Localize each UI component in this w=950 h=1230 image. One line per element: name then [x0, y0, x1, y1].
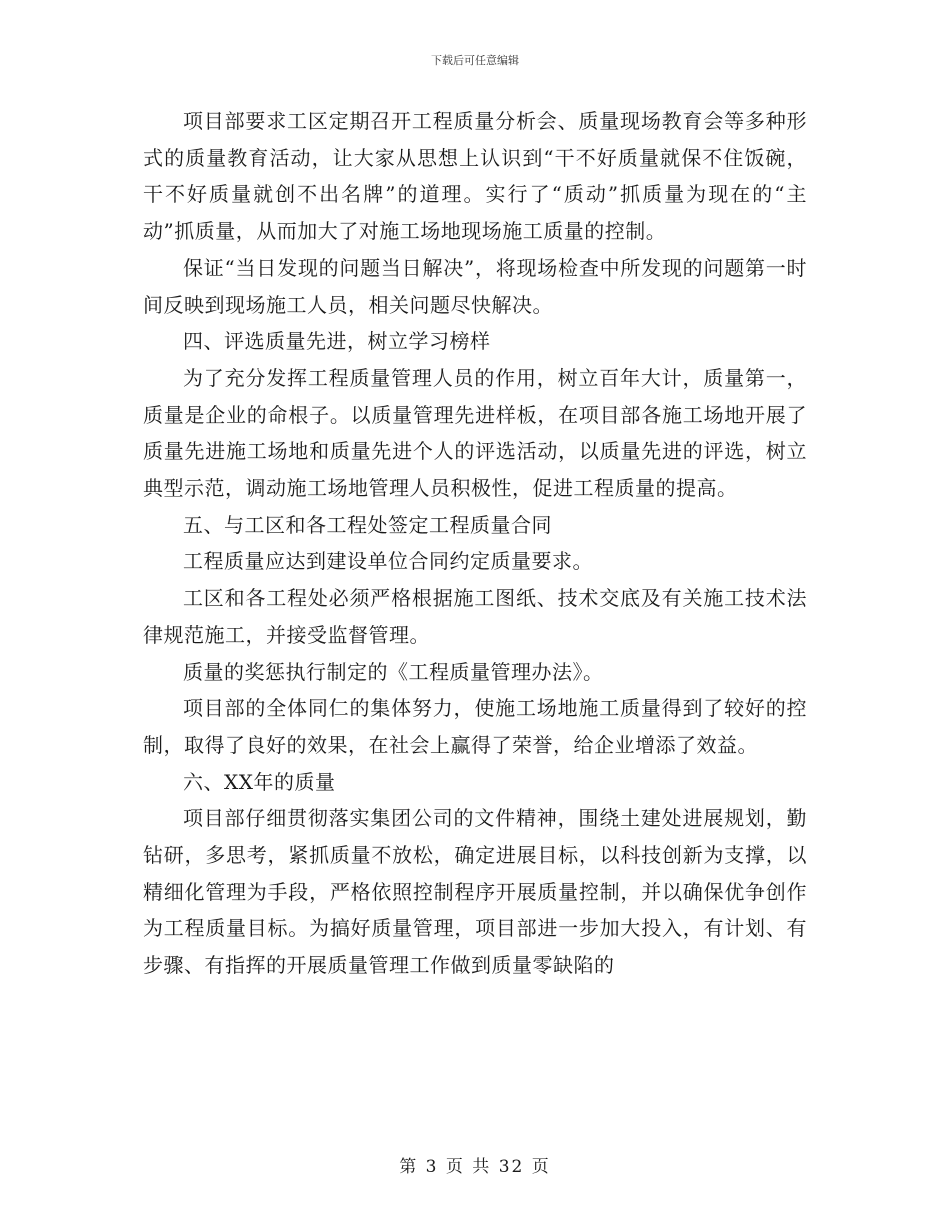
- page-footer: 第 3 页 共 32 页: [399, 1157, 551, 1177]
- page-header: 下载后可任意编辑: [431, 54, 519, 67]
- paragraph-quality-model: 为了充分发挥工程质量管理人员的作用，树立百年大计，质量第一，质量是企业的命根子。以质量管理先进样板，在项目部各施工场地开展了质量先进施工场地和质量先进个人的评选活动，以质量先进的评选，树立典型示范，调动施工场地管理人员积极性，促进工程质量的提高。: [143, 365, 807, 501]
- document-body: [143, 103, 807, 984]
- paragraph-rewards-penalties: 质量的奖惩执行制定的《工程质量管理办法》。: [183, 659, 604, 684]
- paragraph-construction-rules: 工区和各工程处必须严格根据施工图纸、技术交底及有关施工技术法律规范施工，并接受监督管理。: [143, 586, 807, 647]
- section-heading-6: 六、XX年的质量: [183, 769, 336, 794]
- paragraph-quality-education: 项目部要求工区定期召开工程质量分析会、质量现场教育会等多种形式的质量教育活动，让大家从思想上认识到“干不好质量就保不住饭碗，干不好质量就创不出名牌”的道理。实行了“质动”抓质量为现在的“主动”抓质量，从而加大了对施工场地现场施工质量的控制。: [143, 109, 807, 244]
- paragraph-same-day-resolution: 保证“当日发现的问题当日解决”，将现场检查中所发现的问题第一时间反映到现场施工人员，相关问题尽快解决。: [143, 255, 807, 317]
- section-heading-4: 四、评选质量先进，树立学习榜样: [183, 329, 491, 354]
- paragraph-contract-requirement: 工程质量应达到建设单位合同约定质量要求。: [183, 549, 593, 574]
- section-heading-5: 五、与工区和各工程处签定工程质量合同: [183, 512, 552, 537]
- paragraph-annual-quality: 项目部仔细贯彻落实集团公司的文件精神，围绕土建处进展规划，勤钻研，多思考，紧抓质量不放松，确定进展目标，以科技创新为支撑，以精细化管理为手段，严格依照控制程序开展质量控制，并以确保优争创作为工程质量目标。为搞好质量管理，项目部进一步加大投入，有计划、有步骤、有指挥的开展质量管理工作做到质量零缺陷的: [143, 806, 807, 978]
- paragraph-team-effort: 项目部的全体同仁的集体努力，使施工场地施工质量得到了较好的控制，取得了良好的效果，在社会上赢得了荣誉，给企业增添了效益。: [143, 696, 807, 757]
